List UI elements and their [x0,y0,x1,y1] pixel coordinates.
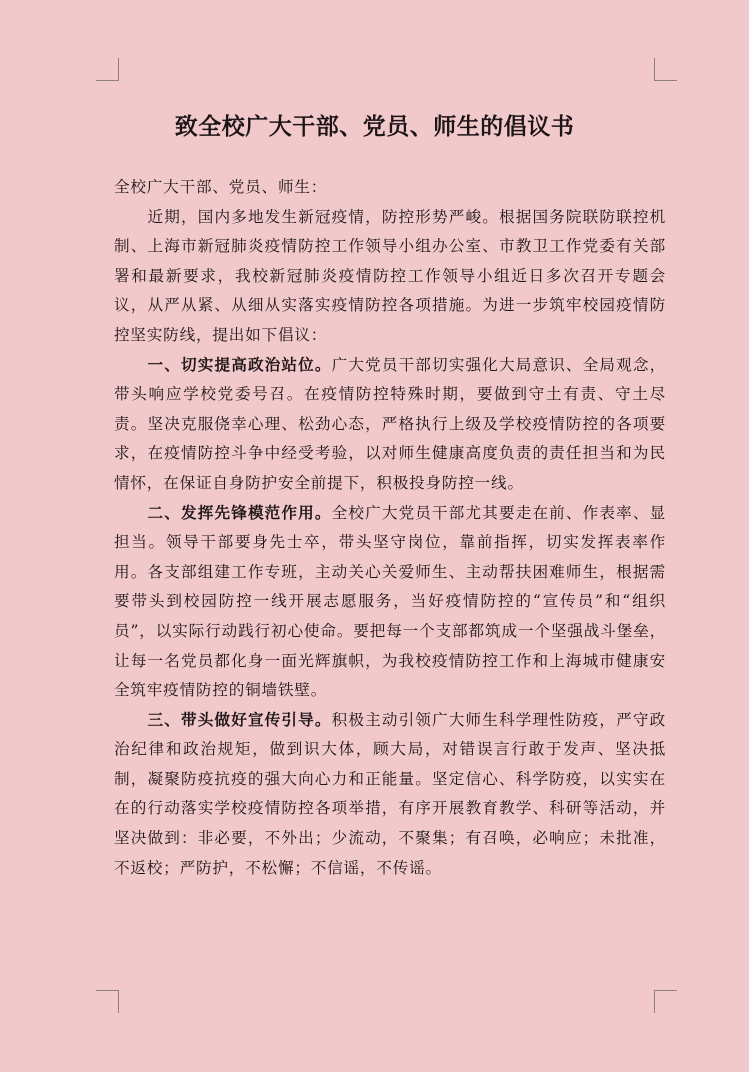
document-body [114,173,666,883]
section-text-1: 广大党员干部切实强化大局意识、全局观念，带头响应学校党委号召。在疫情防控特殊时期，要做到守土有责、守土尽责。坚决克服侥幸心理、松劲心态，严格执行上级及学校疫情防控的各项要求，在疫情防控斗争中经受考验，以对师生健康高度负责的责任担当和为民情怀，在保证自身防护安全前提下，积极投身防控一线。 [114,355,666,492]
section-paragraph-3 [114,706,666,884]
crop-mark-bottom-left [96,990,119,1013]
salutation: 全校广大干部、党员、师生： [114,178,328,196]
section-heading-3: 三、带头做好宣传引导。 [147,710,332,729]
page-title: 致全校广大干部、党员、师生的倡议书 [174,113,575,140]
section-paragraph-1 [114,351,666,499]
crop-mark-bottom-right [654,990,677,1013]
crop-mark-top-left [96,58,119,81]
intro-paragraph: 近期，国内多地发生新冠疫情，防控形势严峻。根据国务院联防联控机制、上海市新冠肺炎疫情防控工作领导小组办公室、市教卫工作党委有关部署和最新要求，我校新冠肺炎疫情防控工作领导小组近日多次召开专题会议，从严从紧、从细从实落实疫情防控各项措施。为进一步筑牢校园疫情防控坚实防线，提出如下倡议： [114,207,666,344]
section-heading-1: 一、切实提高政治站位。 [147,355,332,374]
section-paragraph-2 [114,499,666,706]
section-text-3: 积极主动引领广大师生科学理性防疫，严守政治纪律和政治规矩，做到识大体，顾大局，对错误言行敢于发声、坚决抵制，凝聚防疫抗疫的强大向心力和正能量。坚定信心、科学防疫，以实实在在的行动落实学校疫情防控各项举措，有序开展教育教学、科研等活动，并坚决做到：非必要，不外出；少流动，不聚集；有召唤，必响应；未批准，不返校；严防护，不松懈；不信谣，不传谣。 [114,710,666,877]
section-text-2: 全校广大党员干部尤其要走在前、作表率、显担当。领导干部要身先士卒，带头坚守岗位，靠前指挥，切实发挥表率作用。各支部组建工作专班，主动关心关爱师生、主动帮扶困难师生，根据需要带头到校园防控一线开展志愿服务，当好疫情防控的“宣传员”和“组织员”，以实际行动践行初心使命。要把每一个支部都筑成一个坚强战斗堡垒，让每一名党员都化身一面光辉旗帜，为我校疫情防控工作和上海城市健康安全筑牢疫情防控的铜墙铁壁。 [114,503,666,700]
crop-mark-top-right [654,58,677,81]
section-heading-2: 二、发挥先锋模范作用。 [147,503,332,522]
